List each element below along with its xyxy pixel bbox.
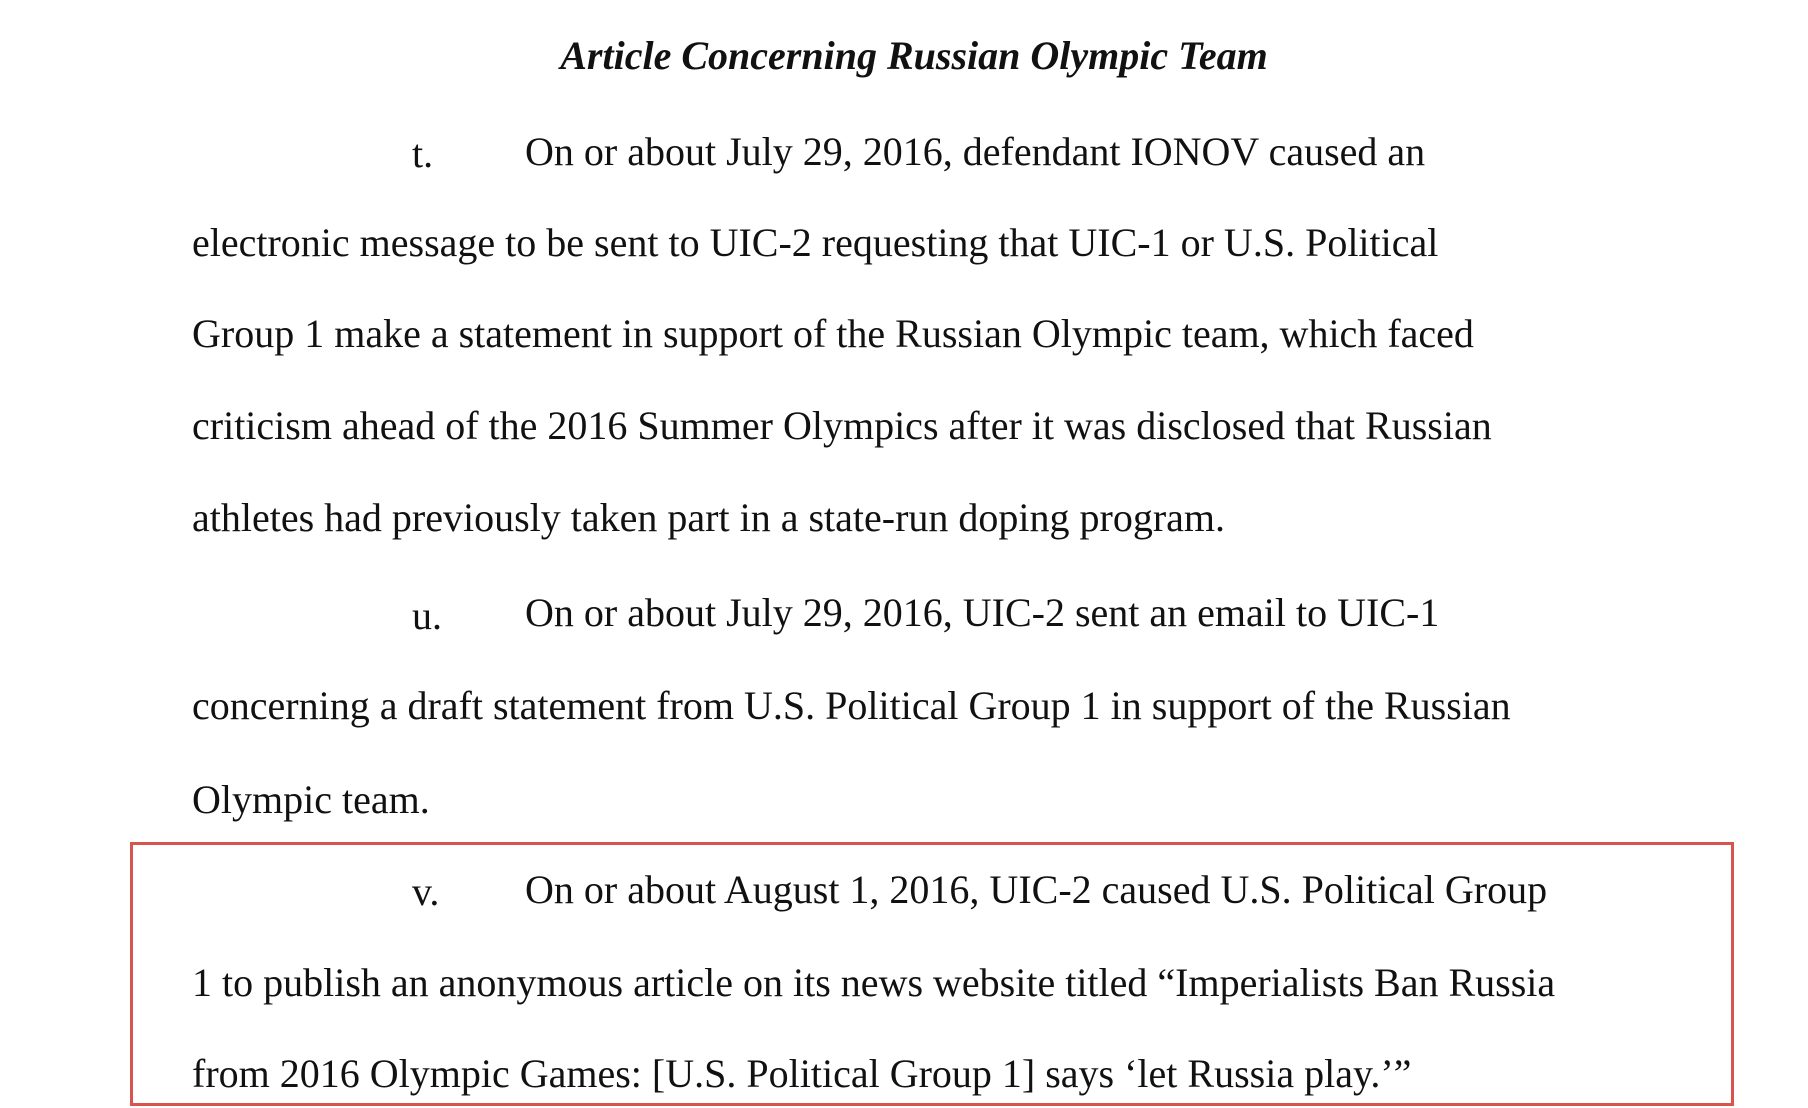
section-heading: Article Concerning Russian Olympic Team (560, 33, 1268, 78)
paragraph-t-line-2: electronic message to be sent to UIC-2 requesting that UIC-1 or U.S. Political (192, 220, 1439, 265)
paragraph-u-line-1: On or about July 29, 2016, UIC-2 sent an email to UIC-1 (525, 590, 1440, 635)
paragraph-v-line-1: On or about August 1, 2016, UIC-2 caused U.S. Political Group (525, 867, 1548, 912)
paragraph-v-line-3: from 2016 Olympic Games: [U.S. Political Group 1] says ‘let Russia play.’” (192, 1051, 1412, 1096)
paragraph-marker-v: v. (412, 869, 440, 914)
paragraph-t-line-5: athletes had previously taken part in a state-run doping program. (192, 495, 1226, 540)
paragraph-t-line-1: On or about July 29, 2016, defendant IONOV caused an (525, 129, 1426, 174)
paragraph-u-line-2: concerning a draft statement from U.S. Political Group 1 in support of the Russian (192, 683, 1511, 728)
paragraph-v-line-2: 1 to publish an anonymous article on its news website titled “Imperialists Ban Russia (192, 960, 1556, 1005)
paragraph-marker-t: t. (412, 131, 434, 176)
paragraph-t-line-3: Group 1 make a statement in support of the Russian Olympic team, which faced (192, 311, 1474, 356)
paragraph-marker-u: u. (412, 593, 442, 638)
paragraph-u-line-3: Olympic team. (192, 777, 430, 822)
paragraph-t-line-4: criticism ahead of the 2016 Summer Olympics after it was disclosed that Russian (192, 403, 1492, 448)
